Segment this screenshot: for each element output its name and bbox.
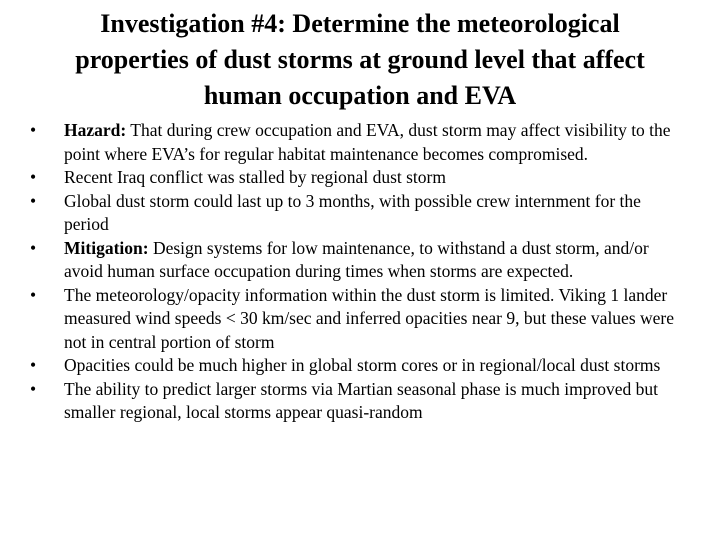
bullet-icon: • bbox=[30, 378, 37, 399]
bullet-text: The ability to predict larger storms via Martian seasonal phase is much improved but smaller regional, local storms appear quasi-random bbox=[64, 378, 659, 422]
bullet-text: Global dust storm could last up to 3 months, with possible crew internment for the period bbox=[64, 190, 641, 234]
bullet-item-iraq bbox=[30, 166, 690, 190]
bullet-icon: • bbox=[30, 284, 37, 305]
bullet-label: Mitigation: bbox=[64, 237, 149, 258]
bullet-list bbox=[30, 119, 690, 425]
bullet-item-global-storm bbox=[30, 190, 690, 237]
bullet-item-hazard bbox=[30, 119, 690, 166]
slide-title bbox=[24, 6, 696, 114]
bullet-text: Design systems for low maintenance, to withstand a dust storm, and/or avoid human surface occupation during times when storms are expected. bbox=[64, 237, 649, 281]
bullet-icon: • bbox=[30, 120, 37, 140]
title-line-3: human occupation and EVA bbox=[203, 81, 517, 110]
bullet-icon: • bbox=[30, 167, 37, 187]
bullet-item-meteorology bbox=[30, 284, 690, 355]
bullet-text: Opacities could be much higher in global storm cores or in regional/local dust storms bbox=[64, 355, 661, 375]
bullet-icon: • bbox=[30, 237, 37, 258]
bullet-icon: • bbox=[30, 355, 37, 375]
bullet-label: Hazard: bbox=[64, 120, 127, 140]
bullet-text: That during crew occupation and EVA, dust storm may affect visibility to the point where EVA’s for regular habitat maintenance becomes compromised. bbox=[64, 120, 671, 164]
bullet-icon: • bbox=[30, 190, 37, 211]
bullet-text: Recent Iraq conflict was stalled by regional dust storm bbox=[64, 167, 446, 187]
title-line-2: properties of dust storms at ground level that affect bbox=[75, 45, 645, 74]
bullet-text: The meteorology/opacity information within the dust storm is limited. Viking 1 lander measured wind speeds < 30 km/sec and inferred opacities near 9, but these values were not in central portion of storm bbox=[64, 284, 675, 352]
bullet-item-prediction bbox=[30, 378, 690, 425]
bullet-item-mitigation bbox=[30, 237, 690, 284]
title-line-1: Investigation #4: Determine the meteorological bbox=[100, 9, 620, 38]
bullet-item-opacities bbox=[30, 354, 690, 378]
